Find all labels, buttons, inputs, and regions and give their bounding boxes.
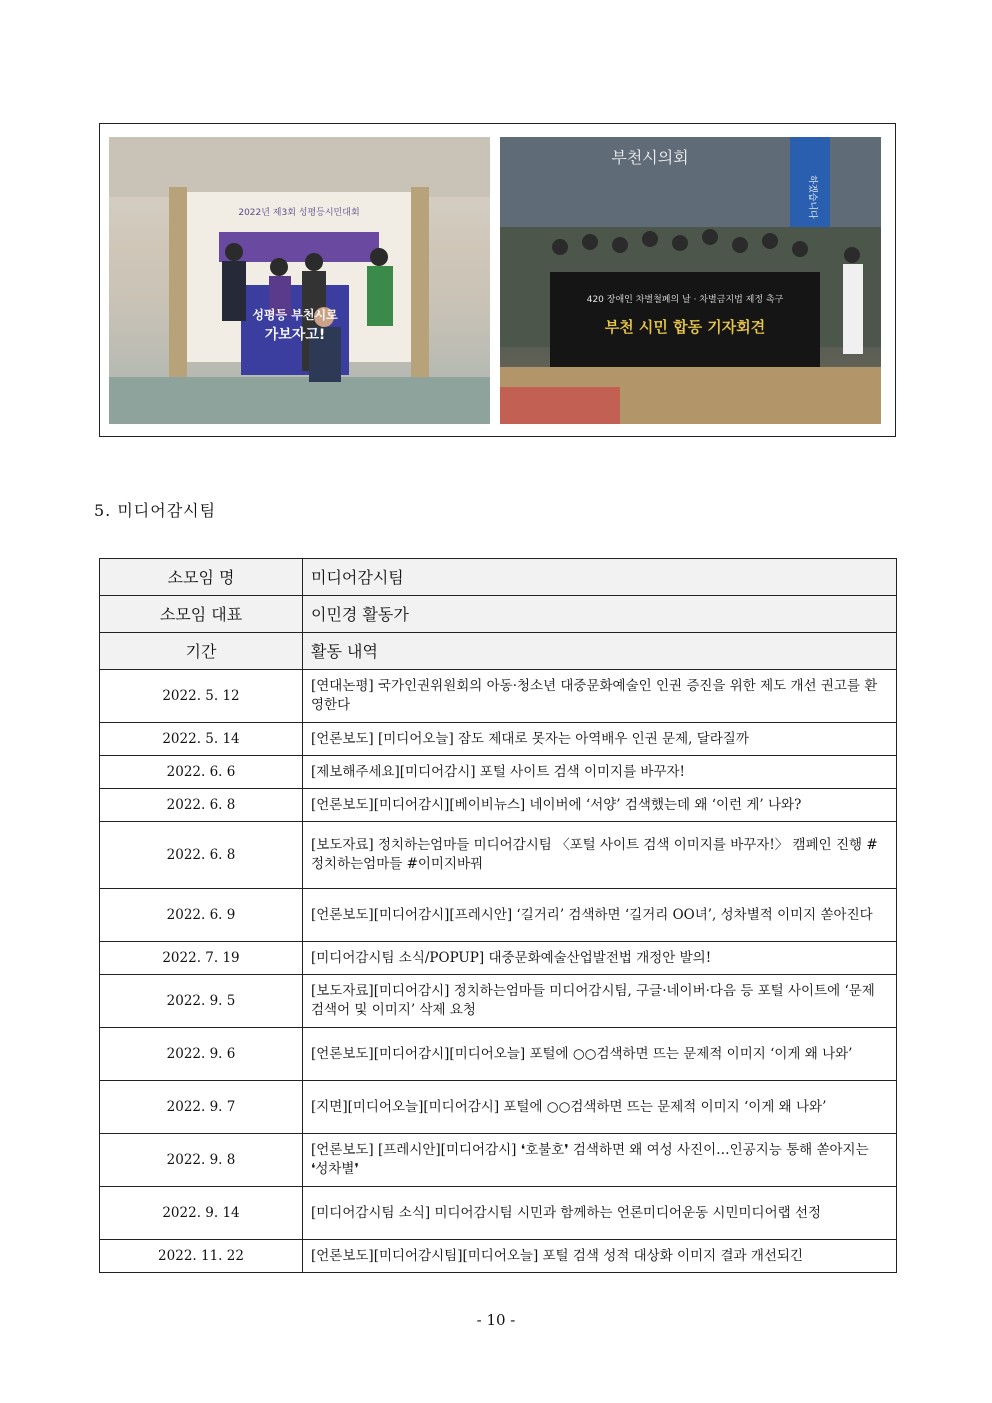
- activity-header: 활동 내역: [303, 633, 897, 670]
- side-banner-text: 하겠습니다: [807, 175, 817, 219]
- row-date: 2022. 6. 8: [100, 822, 303, 889]
- row-date: 2022. 6. 9: [100, 889, 303, 942]
- row-content: [지면][미디어오늘][미디어감시] 포털에 ○○검색하면 뜨는 문제적 이미지 ‘이게 왜 나와’: [303, 1081, 897, 1134]
- page-number: - 10 -: [476, 1311, 516, 1329]
- table-row: [100, 1028, 897, 1081]
- row-content: [언론보도] [프레시안][미디어감시] ❛호불호❜ 검색하면 왜 여성 사진이…인공지능 통해 쏟아지는 ❛성차별❜: [303, 1134, 897, 1187]
- section-title: 5. 미디어감시팀: [94, 501, 217, 520]
- team-name-label: 소모임 명: [100, 559, 303, 596]
- team-lead-value: 이민경 활동가: [303, 596, 897, 633]
- row-content: [보도자료][미디어감시] 정치하는엄마들 미디어감시팀, 구글·네이버·다음 등 포털 사이트에 ‘문제 검색어 및 이미지’ 삭제 요청: [303, 975, 897, 1028]
- row-date: 2022. 6. 8: [100, 789, 303, 822]
- team-lead-row: [100, 596, 897, 633]
- table-row: [100, 822, 897, 889]
- row-date: 2022. 5. 12: [100, 670, 303, 723]
- column-header-row: [100, 633, 897, 670]
- left-banner-text: 2022년 제3회 성평등시민대회: [238, 208, 360, 218]
- sign-line-1: 성평등 부천시로: [252, 308, 338, 322]
- photo-frame: [99, 123, 896, 437]
- table-row: [100, 756, 897, 789]
- row-content: [미디어감시팀 소식] 미디어감시팀 시민과 함께하는 언론미디어운동 시민미디어랩 선정: [303, 1187, 897, 1240]
- row-content: [연대논평] 국가인권위원회의 아동·청소년 대중문화예술인 인권 증진을 위한 제도 개선 권고를 환영한다: [303, 670, 897, 723]
- right-banner-line-2: 부천 시민 합동 기자회견: [604, 318, 766, 336]
- row-date: 2022. 9. 7: [100, 1081, 303, 1134]
- row-content: [언론보도][미디어감시][베이비뉴스] 네이버에 ‘서양’ 검색했는데 왜 ‘이런 게’ 나와?: [303, 789, 897, 822]
- sign-line-2: 가보자고!: [264, 327, 326, 343]
- row-date: 2022. 9. 8: [100, 1134, 303, 1187]
- team-name-value: 미디어감시팀: [303, 559, 897, 596]
- row-content: [언론보도][미디어감시팀][미디어오늘] 포털 검색 성적 대상화 이미지 결과 개선되긴: [303, 1240, 897, 1273]
- table-row: [100, 789, 897, 822]
- row-date: 2022. 5. 14: [100, 723, 303, 756]
- table-row: [100, 1081, 897, 1134]
- team-name-row: [100, 559, 897, 596]
- table-row: [100, 1240, 897, 1273]
- row-content: [언론보도] [미디어오늘] 잠도 제대로 못자는 아역배우 인권 문제, 달라질까: [303, 723, 897, 756]
- row-content: [언론보도][미디어감시][프레시안] ‘길거리’ 검색하면 ‘길거리 OO녀’, 성차별적 이미지 쏟아진다: [303, 889, 897, 942]
- row-content: [보도자료] 정치하는엄마들 미디어감시팀 〈포털 사이트 검색 이미지를 바꾸자!〉 캠페인 진행 #정치하는엄마들 #이미지바꿔: [303, 822, 897, 889]
- event-photo-right: [500, 137, 881, 424]
- table-row: [100, 942, 897, 975]
- table-row: [100, 723, 897, 756]
- table-row: [100, 1187, 897, 1240]
- row-content: [미디어감시팀 소식/POPUP] 대중문화예술산업발전법 개정안 발의!: [303, 942, 897, 975]
- row-content: [제보해주세요][미디어감시] 포털 사이트 검색 이미지를 바꾸자!: [303, 756, 897, 789]
- row-content: [언론보도][미디어감시][미디어오늘] 포털에 ○○검색하면 뜨는 문제적 이미지 ‘이게 왜 나와’: [303, 1028, 897, 1081]
- row-date: 2022. 9. 6: [100, 1028, 303, 1081]
- team-lead-label: 소모임 대표: [100, 596, 303, 633]
- row-date: 2022. 6. 6: [100, 756, 303, 789]
- table-row: [100, 975, 897, 1028]
- table-row: [100, 1134, 897, 1187]
- row-date: 2022. 9. 14: [100, 1187, 303, 1240]
- building-sign: 부천시의회: [611, 148, 689, 167]
- table-row: [100, 670, 897, 723]
- row-date: 2022. 7. 19: [100, 942, 303, 975]
- event-photo-left: [109, 137, 490, 424]
- activity-table: [99, 558, 897, 1273]
- period-header: 기간: [100, 633, 303, 670]
- row-date: 2022. 11. 22: [100, 1240, 303, 1273]
- right-banner-line-1: 420 장애인 차별철폐의 날 · 차별금지법 제정 촉구: [586, 295, 784, 305]
- row-date: 2022. 9. 5: [100, 975, 303, 1028]
- table-row: [100, 889, 897, 942]
